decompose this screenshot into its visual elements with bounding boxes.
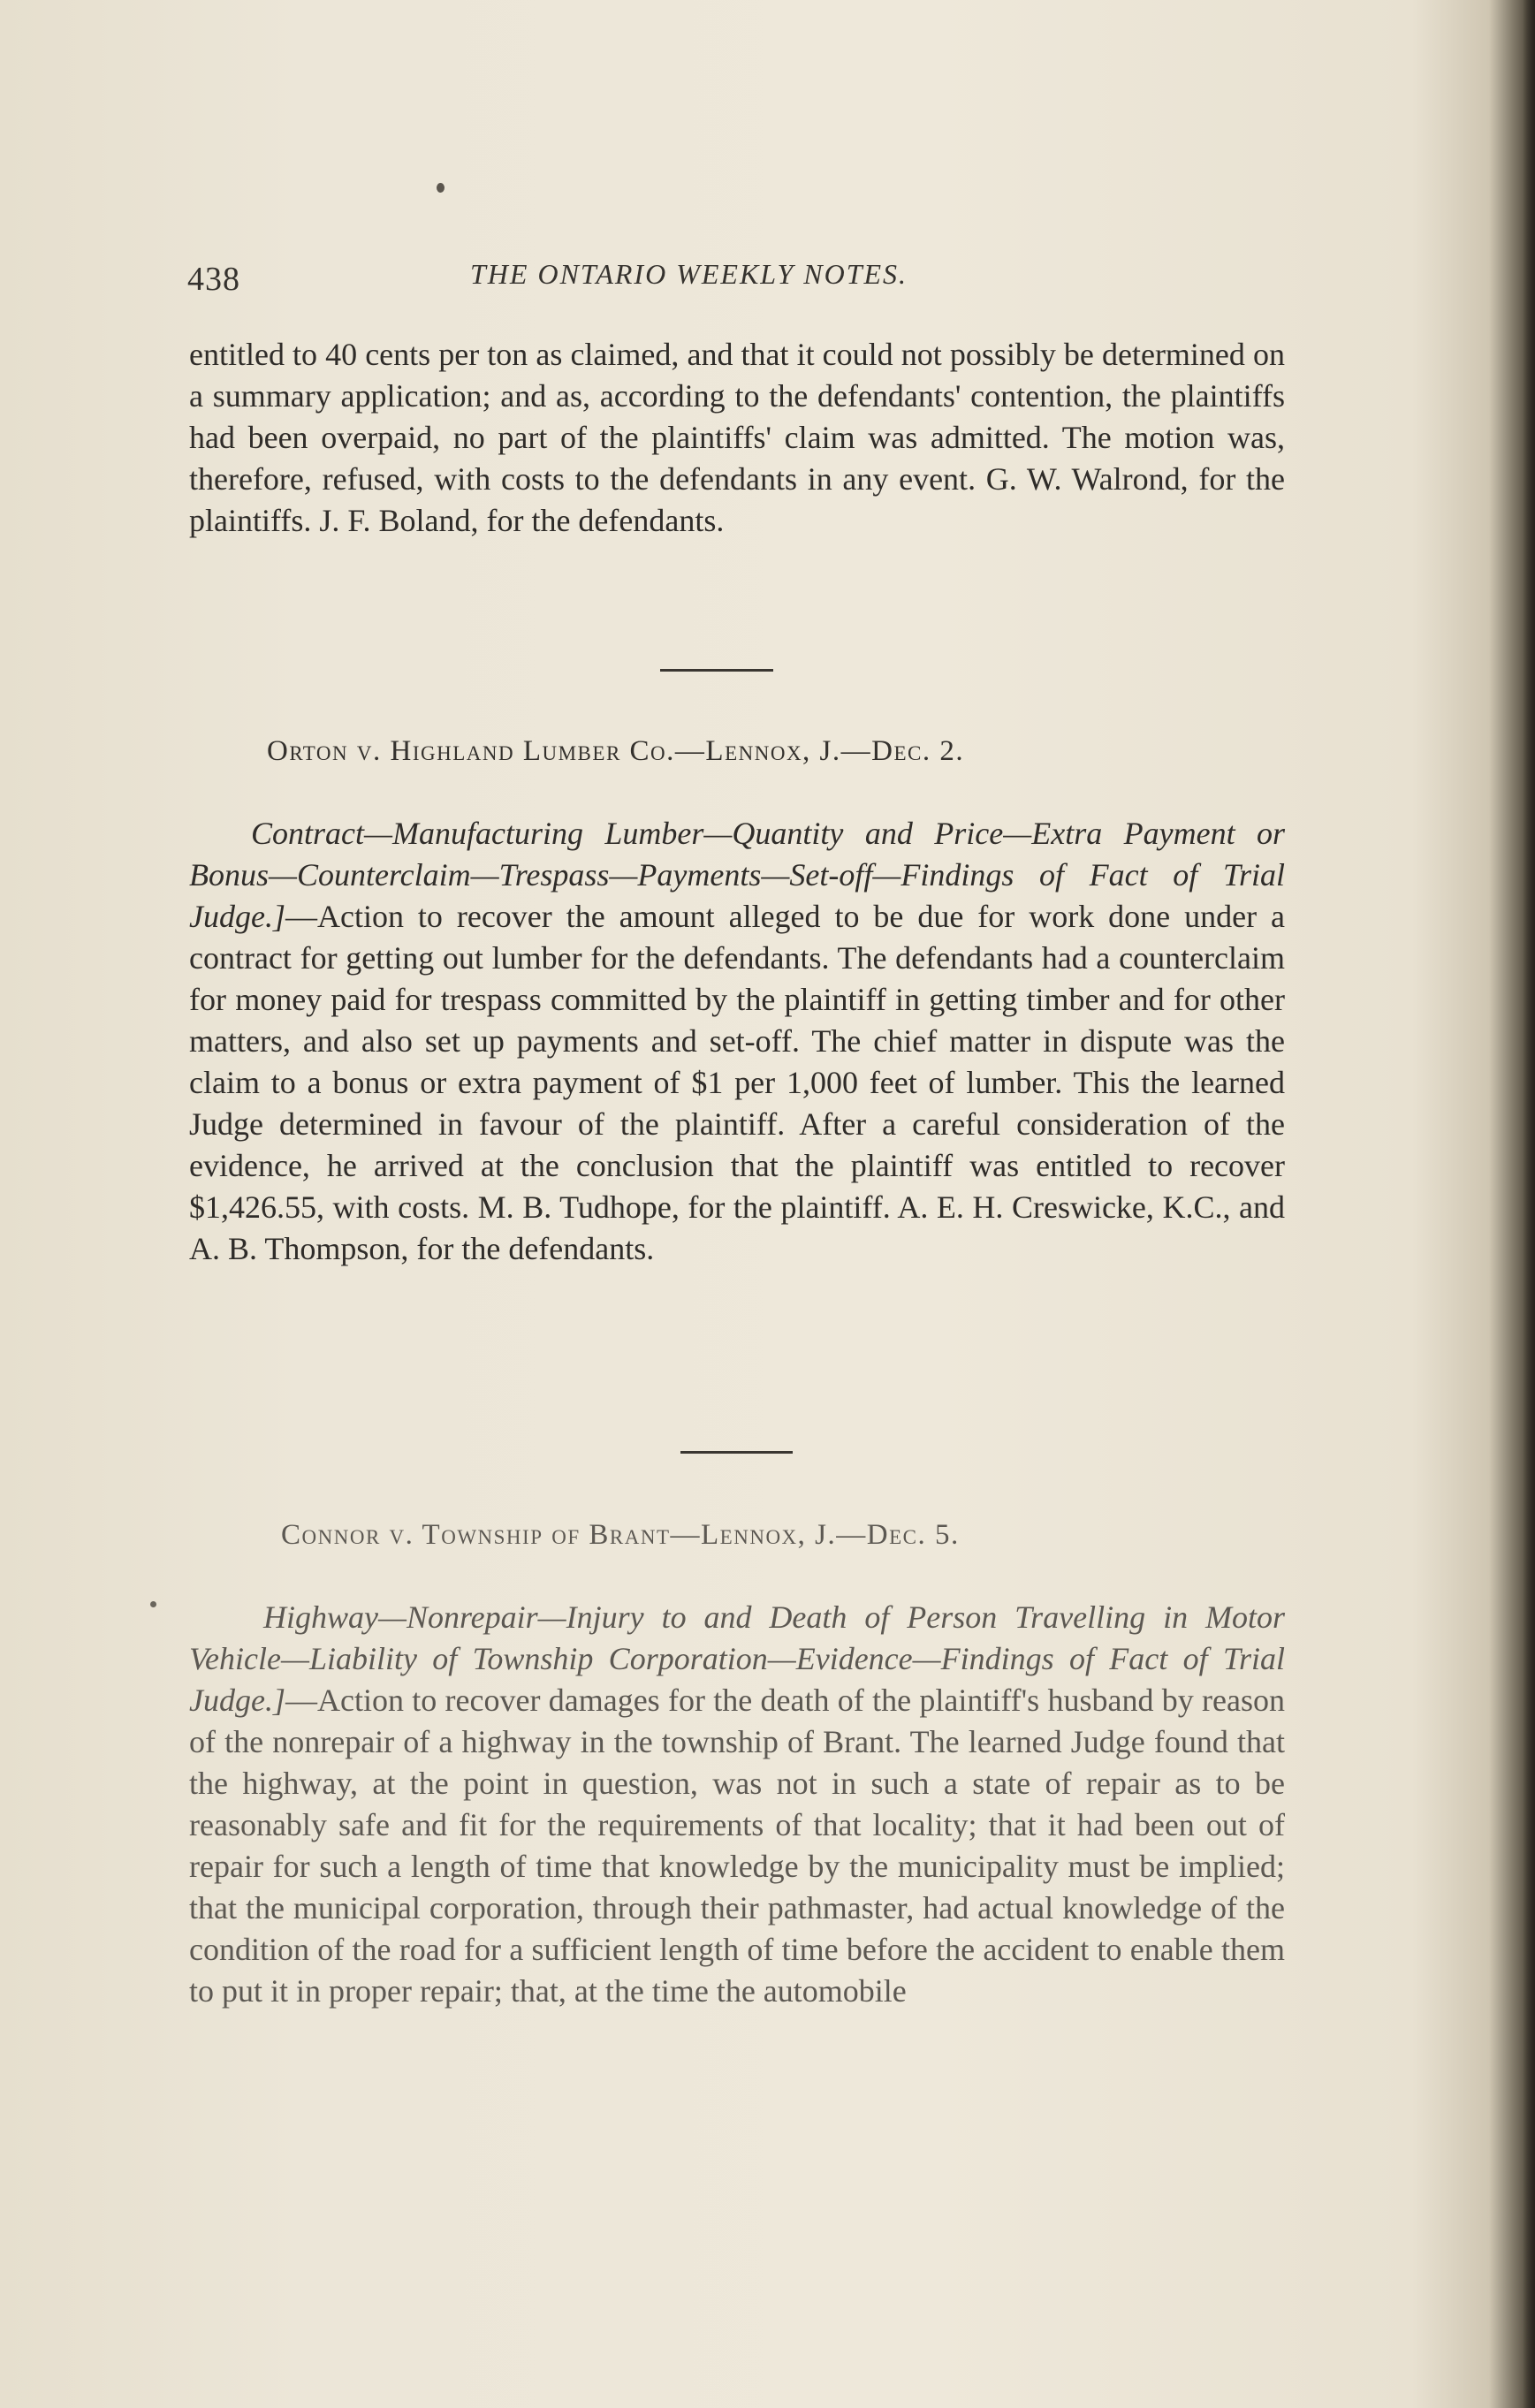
- ink-speck: [437, 183, 445, 193]
- page-number: 438: [187, 261, 240, 298]
- case-paragraph: [189, 1597, 1285, 2012]
- case-body: —Action to recover the amount alleged to be due for work done under a contract for getting out lumber for the defendants. The defendants had a counterclaim for money paid for trespass committed by the plaintiff in getting timber and for other matters, and also set up payments and set-off. The chief matter in dispute was the claim to a bonus or extra payment of $1 per 1,000 feet of lumber. This the learned Judge determined in favour of the plaintiff. After a careful consideration of the evidence, he arrived at the conclusion that the plaintiff was entitled to recover $1,426.55, with costs. M. B. Tudhope, for the plaintiff. A. E. H. Creswicke, K.C., and A. B. Thompson, for the defendants.: [189, 899, 1285, 1266]
- case-paragraph: [189, 813, 1285, 1270]
- section-divider: [660, 669, 773, 672]
- page-binding-edge: [1523, 0, 1535, 2408]
- section-divider: [680, 1451, 793, 1454]
- case-heading: Connor v. Township of Brant—Lennox, J.—Dec. 5.: [281, 1519, 960, 1551]
- case-catchwords: Contract—Manufacturing Lumber—Quantity and Price—Extra Payment or Bonus—Counterclaim—Trespass—Payments—Set-off—Findings of Fact of Trial Judge.]: [189, 816, 1285, 934]
- case-heading: Orton v. Highland Lumber Co.—Lennox, J.—Dec. 2.: [267, 735, 965, 767]
- case-catchwords: Highway—Nonrepair—Injury to and Death of Person Travelling in Motor Vehicle—Liability of Township Corporation—Evidence—Findings of Fact of Trial Judge.]: [189, 1599, 1285, 1718]
- page-header: [187, 258, 1283, 302]
- continuation-paragraph: entitled to 40 cents per ton as claimed, and that it could not possibly be determined on a summary application; and as, according to the defendants' contention, the plaintiffs had been overpaid, no part of the plaintiffs' claim was admitted. The motion was, therefore, refused, with costs to the defendants in any event. G. W. Walrond, for the plaintiffs. J. F. Boland, for the defendants.: [189, 337, 1285, 538]
- running-head: THE ONTARIO WEEKLY NOTES.: [470, 258, 908, 290]
- case-body: —Action to recover damages for the death of the plaintiff's husband by reason of the nonrepair of a highway in the township of Brant. The learned Judge found that the highway, at the point in question, was not in such a state of repair as to be reasonably safe and fit for the requirements of that locality; that it had been out of repair for such a length of time that knowledge by the municipality must be implied; that the municipal corporation, through their pathmaster, had actual knowledge of the condition of the road for a sufficient length of time before the accident to enable them to put it in proper repair; that, at the time the automobile: [189, 1683, 1285, 2009]
- ink-speck: [150, 1601, 156, 1607]
